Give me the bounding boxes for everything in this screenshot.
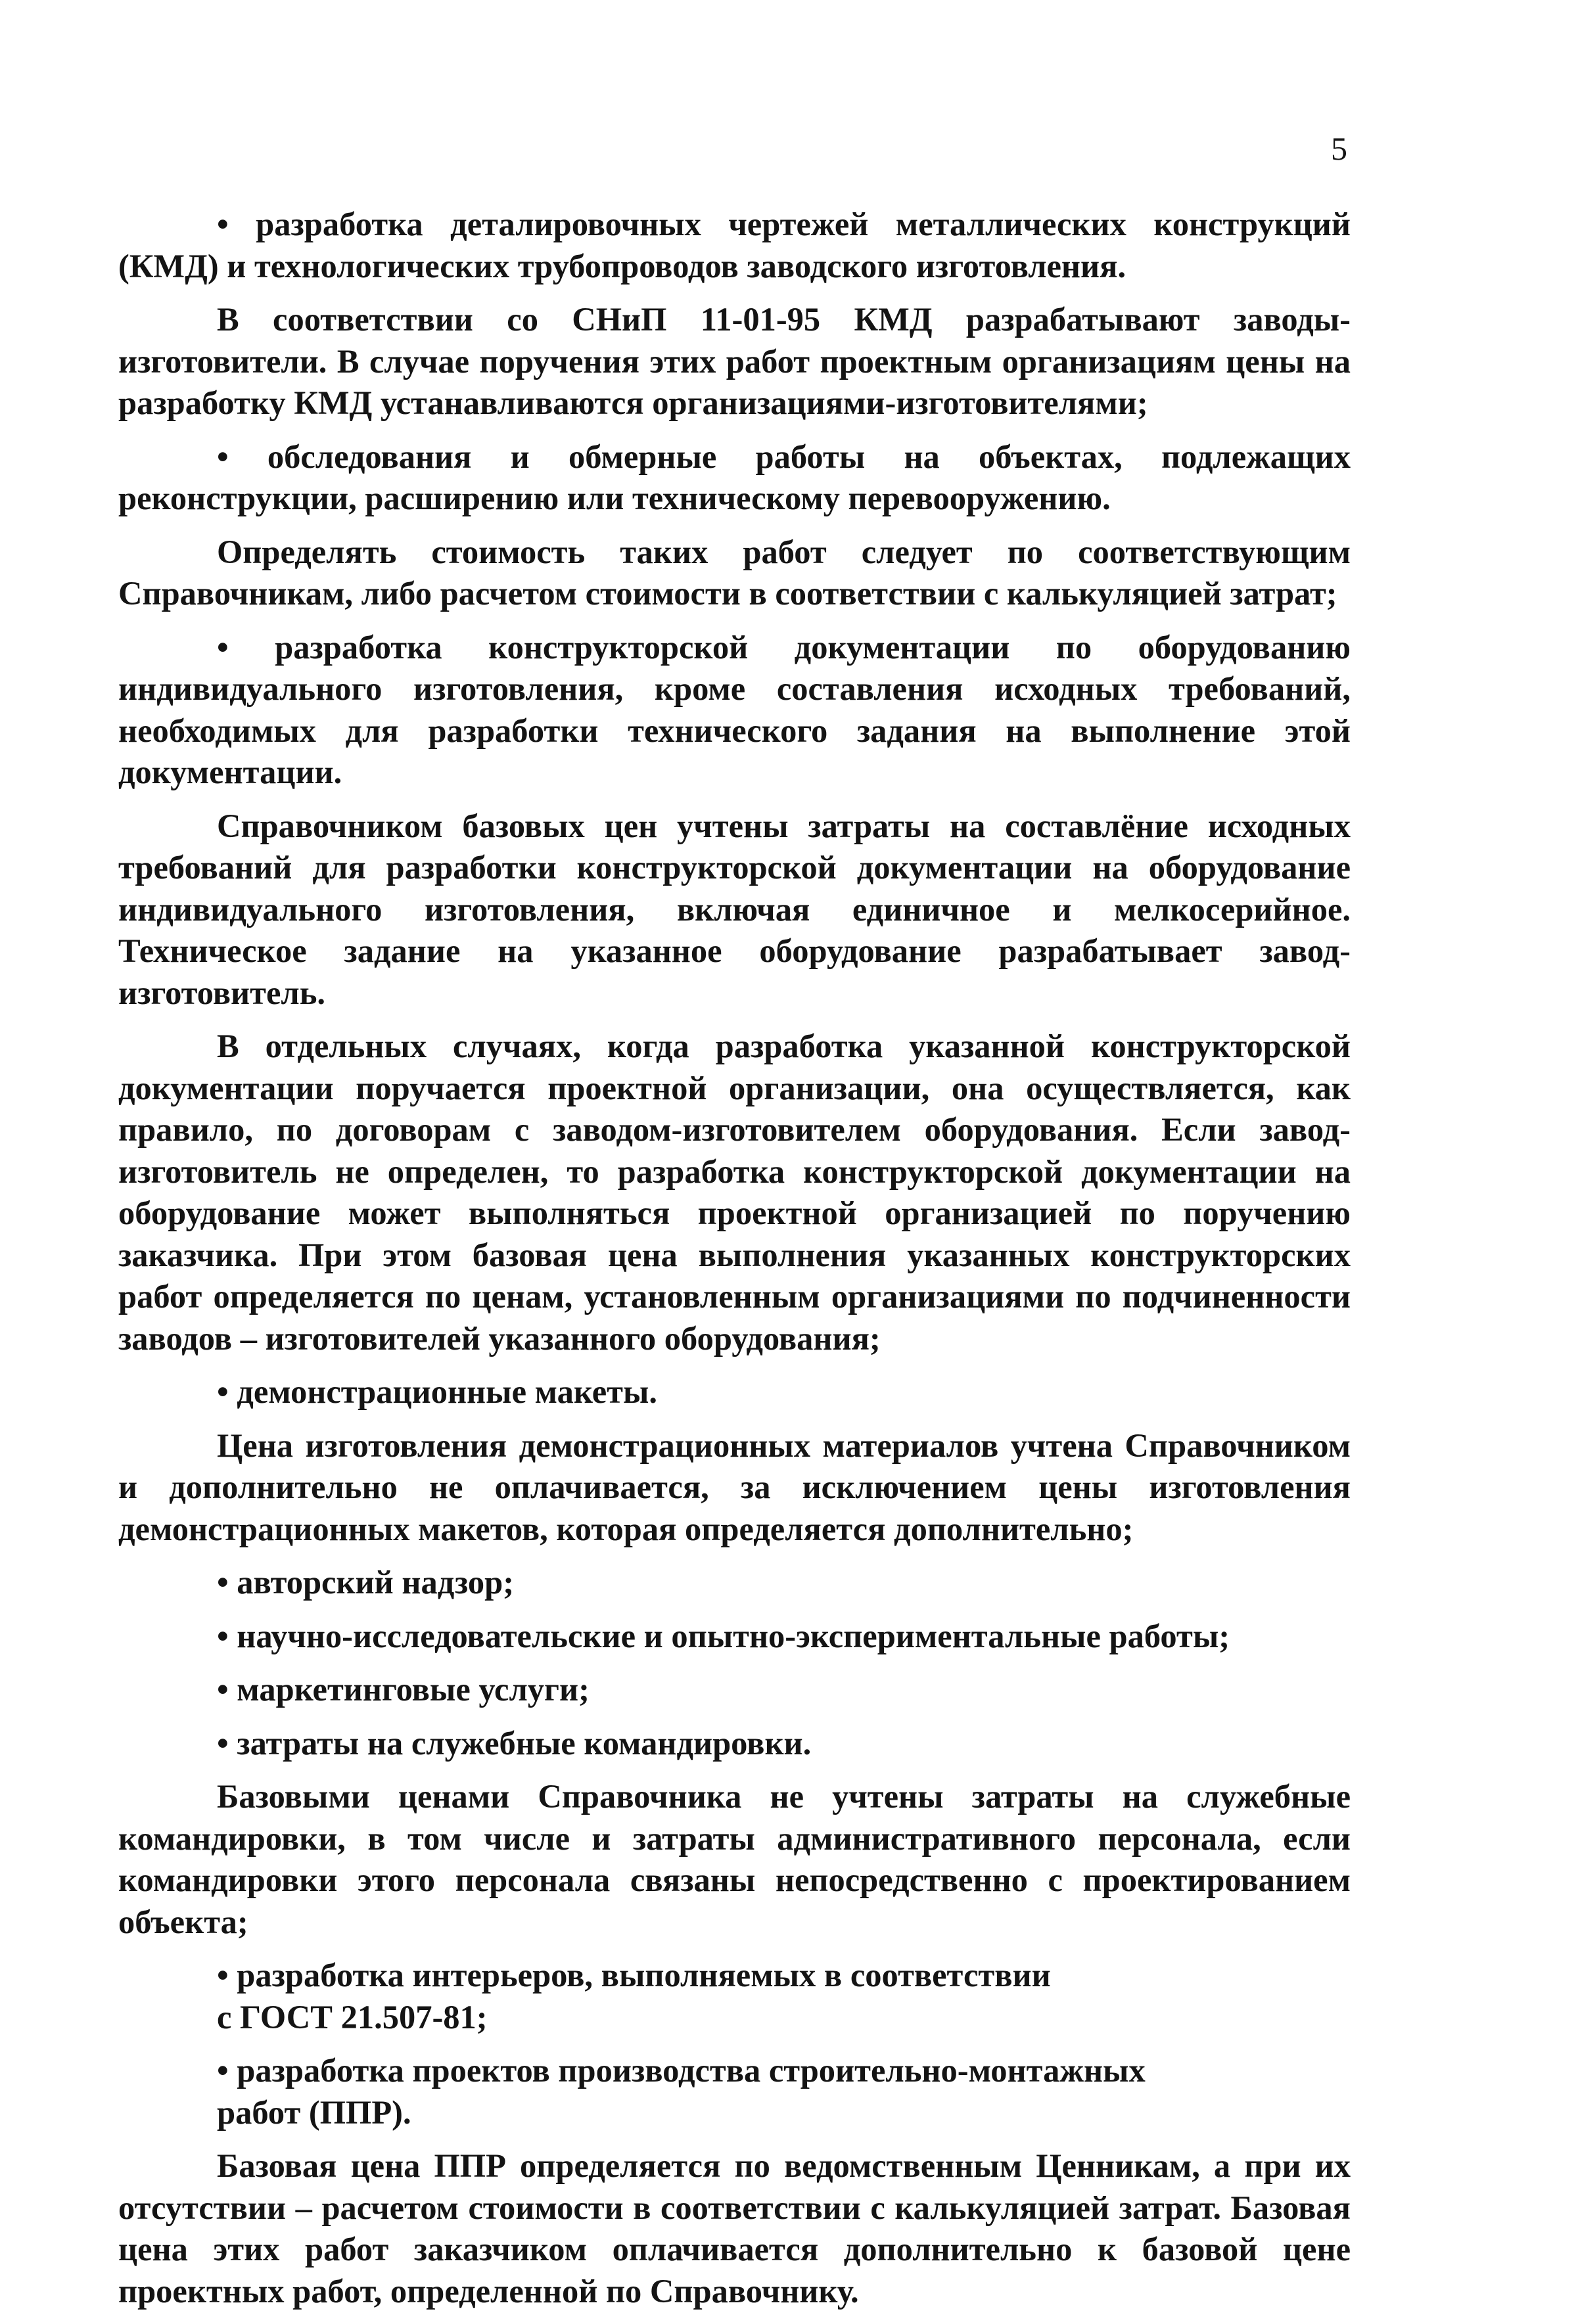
document-body: [118, 204, 1351, 2324]
bullet-continuation: работ (ППР).: [217, 2093, 411, 2131]
bullet-paragraph: • демонстрационные макеты.: [217, 1373, 658, 1410]
bullet-paragraph-two-line: [118, 1955, 1351, 2038]
body-paragraph: Базовая цена ППР определяется по ведомственным Ценникам, а при их отсутствии – расчетом стоимости в соответствии с калькуляцией затрат. Базовая цена этих работ заказчиком оплачивается дополнительно к базовой цене проектных работ, определенной по Справочнику.: [118, 2147, 1351, 2310]
body-paragraph: В соответствии со СНиП 11-01-95 КМД разрабатывают заводы-изготовители. В случае поручения этих работ проектным организациям цены на разработку КМД устанавливаются организациями-изготовителями;: [118, 301, 1351, 421]
bullet-paragraph: • научно-исследовательские и опытно-экспериментальные работы;: [217, 1617, 1230, 1654]
bullet-paragraph: • разработка деталировочных чертежей металлических конструкций (КМД) и технологических трубопроводов заводского изготовления.: [118, 206, 1351, 285]
page-number: 5: [1331, 130, 1347, 167]
bullet-paragraph: • авторский надзор;: [217, 1564, 515, 1601]
bullet-paragraph: • разработка конструкторской документации по оборудованию индивидуального изготовления, кроме составления исходных требований, необходимых для разработки технического задания на выполнение этой документации.: [118, 628, 1351, 790]
bullet-paragraph-two-line: [118, 2050, 1351, 2133]
bullet-paragraph: • маркетинговые услуги;: [217, 1671, 590, 1708]
bullet-line: • разработка проектов производства строительно-монтажных: [217, 2052, 1146, 2089]
bullet-paragraph: • затраты на служебные командировки.: [217, 1724, 812, 1762]
body-paragraph: Базовыми ценами Справочника не учтены затраты на служебные командировки, в том числе и затраты административного персонала, если командировки этого персонала связаны непосредственно с проектированием объекта;: [118, 1778, 1351, 1940]
bullet-paragraph: • обследования и обмерные работы на объектах, подлежащих реконструкции, расширению или техническому перевооружению.: [118, 438, 1351, 516]
bullet-continuation: с ГОСТ 21.507-81;: [217, 1998, 488, 2036]
body-paragraph: Определять стоимость таких работ следует по соответствующим Справочникам, либо расчетом стоимости в соответствии с калькуляцией затрат;: [118, 533, 1351, 612]
body-paragraph: Справочником базовых цен учтены затраты на составлёние исходных требований для разработки конструкторской документации на оборудование индивидуального изготовления, включая единичное и мелкосерийное. Техническое задание на указанное оборудование разрабатывает завод-изготовитель.: [118, 807, 1351, 1011]
bullet-line: • разработка интерьеров, выполняемых в соответствии: [217, 1957, 1051, 1994]
body-paragraph: Цена изготовления демонстрационных материалов учтена Справочником и дополнительно не оплачивается, за исключением цены изготовления демонстрационных макетов, которая определяется дополнительно;: [118, 1426, 1351, 1547]
body-paragraph: В отдельных случаях, когда разработка указанной конструкторской документации поручается проектной организации, она осуществляется, как правило, по договорам с заводом-изготовителем оборудования. Если завод-изготовитель не определен, то разработка конструкторской документации на оборудование может выполняться проектной организацией по поручению заказчика. При этом базовая цена выполнения указанных конструкторских работ определяется по ценам, установленным организациями по подчиненности заводов – изготовителей указанного оборудования;: [118, 1028, 1351, 1357]
